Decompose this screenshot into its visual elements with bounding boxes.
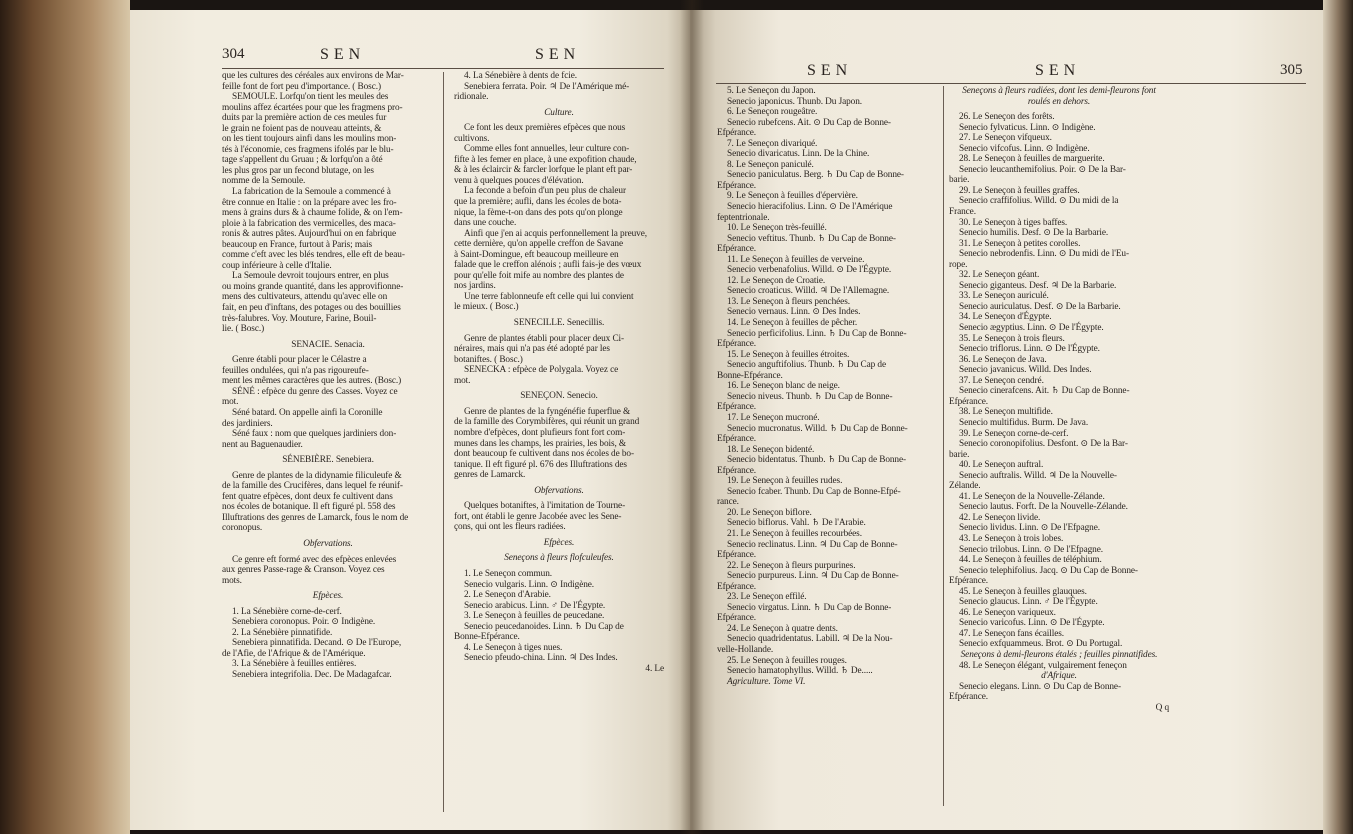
text-line: 5. Le Seneçon du Japon. — [727, 86, 816, 96]
page-number-left: 304 — [222, 46, 245, 62]
text-line: France. — [949, 207, 976, 218]
text-line: Bonne-Efpérance. — [454, 632, 520, 643]
text-line: rance. — [717, 497, 739, 508]
text-line: Culture. — [544, 107, 574, 118]
text-line: Seneçons à fleurs flofculeufes. — [504, 553, 614, 564]
text-line: feuilles ondulées, qui n'a pas rigoureufe- — [222, 365, 369, 376]
text-line: Genre de plantes établi pour placer deux Ci- — [464, 333, 625, 344]
text-line: 24. Le Seneçon à quatre dents. — [727, 623, 838, 634]
text-line: que la première; aufli, dans les écoles de bota- — [454, 197, 622, 208]
text-line: munes dans les champs, les prairies, les bois, & — [454, 438, 627, 449]
text-line: SENEÇON. Senecio. — [520, 391, 598, 402]
text-line: mot. — [222, 397, 239, 408]
text-line: velle-Hollande. — [717, 644, 774, 655]
text-line: 31. Le Seneçon à petites corolles. — [959, 238, 1081, 249]
text-line: Efpérance. — [717, 434, 756, 445]
text-line: Senecio vifcofus. Linn. ⊙ Indigène. — [959, 143, 1090, 154]
text-line: de la famille des Corymbifères, qui réunit un grand — [454, 417, 640, 428]
text-line: & à les éclaircir & farcler lorfque le plant eft par- — [454, 165, 633, 176]
text-line: mens des cultivateurs, attendu qu'avec elle on — [222, 292, 388, 303]
text-line: Senecio hieracifolius. Linn. ⊙ De l'Amérique — [727, 202, 893, 213]
text-line: nomme de la Semoule. — [222, 176, 306, 187]
text-line: 23. Le Seneçon effilé. — [727, 592, 807, 603]
text-line: Senecio perficifolius. Linn. ♄ Du Cap de Bonne- — [727, 328, 907, 339]
text-line: de l'Afie, de l'Afrique & de l'Amérique. — [222, 648, 366, 659]
text-line: 20. Le Seneçon biflore. — [727, 507, 812, 518]
text-line: Senecio reclinatus. Linn. ♃ Du Cap de Bonne- — [727, 539, 898, 550]
text-line: Comme elles font annuelles, leur culture con- — [464, 144, 630, 155]
text-line: Senecio auriculatus. Desf. ⊙ De la Barbarie. — [959, 301, 1121, 312]
text-line: Efpèces. — [312, 591, 344, 602]
left-column-1 — [222, 71, 434, 681]
text-line: 19. Le Seneçon à feuilles rudes. — [727, 476, 843, 487]
text-line: Senecio purpureus. Linn. ♃ Du Cap de Bonne- — [727, 571, 899, 582]
text-line: Senecio elegans. Linn. ⊙ Du Cap de Bonne- — [959, 681, 1121, 692]
right-page — [690, 10, 1325, 830]
text-line: Senecio trilobus. Linn. ⊙ De l'Efpagne. — [959, 544, 1103, 555]
text-line: cette dernière, qu'on appelle creffon de Savane — [454, 239, 623, 250]
text-line: duits par la première action de ces meules fur — [222, 113, 387, 124]
text-line: Senecio peucedanoides. Linn. ♄ Du Cap de — [464, 621, 624, 632]
text-line: des jardiniers. — [222, 418, 273, 429]
text-line: 16. Le Seneçon blanc de neige. — [727, 381, 840, 392]
text-line: SÉNEBIÈRE. Senebiera. — [282, 455, 374, 466]
text-line: nent au Baguenaudier. — [222, 439, 303, 450]
text-line: Senecio bidentatus. Thunb. ♄ Du Cap de Bonne- — [727, 455, 906, 466]
text-line: on les tient toujours ainfi dans les moulins mon- — [222, 134, 397, 145]
text-line: Efpérance. — [949, 692, 988, 703]
text-line: le grain ne foient pas de nouveau atteints, & — [222, 123, 382, 134]
text-line: 34. Le Seneçon d'Égypte. — [959, 312, 1052, 323]
text-line: Senecio paniculatus. Berg. ♄ Du Cap de Bonne- — [727, 170, 904, 181]
header-rule-left — [222, 68, 664, 69]
text-line: 4. Le Seneçon à tiges nues. — [464, 642, 563, 653]
text-line: Senecio craffifolius. Willd. ⊙ Du midi de la — [959, 196, 1119, 207]
text-line: Senecio giganteus. Desf. ♃ De la Barbarie. — [959, 280, 1117, 291]
text-line: feille font de fort peu d'importance. ( Bosc.) — [222, 81, 381, 92]
text-line: ment les mêmes caractères que les autres. (Bosc.) — [222, 376, 402, 387]
running-head-left: SEN — [320, 46, 366, 63]
text-line: fent quatre efpèces, dont deux fe cultivent dans — [222, 491, 393, 502]
text-line: Ce font les deux premières efpèces que nous — [464, 123, 626, 134]
text-line: 6. Le Seneçon rougeâtre. — [727, 107, 818, 118]
text-line: Ce genre eft formé avec des efpèces enlevées — [232, 554, 397, 565]
text-line: 28. Le Seneçon à feuilles de marguerite. — [959, 154, 1105, 165]
text-line: 14. Le Seneçon à feuilles de pêcher. — [727, 318, 858, 329]
text-line: Senecio fylvaticus. Linn. ⊙ Indigène. — [959, 122, 1096, 133]
text-line: de la famille des Crucifères, dans lequel fe réunif- — [222, 481, 403, 492]
text-line: Senecio rubefcens. Ait. ⊙ Du Cap de Bonne- — [727, 117, 891, 128]
text-line: Senebiera ferrata. Poir. ♃ De l'Amérique mé- — [464, 81, 630, 92]
text-line: coronopus. — [222, 523, 263, 534]
text-line: Illuftrations des genres de Lamarck, fous le nom de — [222, 512, 409, 523]
text-line: 2. La Sénebière pinnatifide. — [232, 627, 333, 638]
text-line: Obfervations. — [303, 538, 353, 549]
text-line: Genre de plantes de la didynamie filiculeufe & — [232, 470, 402, 481]
text-line: 4. La Sénebière à dents de fcie. — [464, 71, 577, 81]
text-line: 38. Le Seneçon multifide. — [959, 407, 1053, 418]
text-line: 8. Le Seneçon paniculé. — [727, 159, 814, 170]
text-line: 10. Le Seneçon très-feuillé. — [727, 223, 827, 234]
text-line: pour qu'elle foit mife au nombre des plantes de — [454, 270, 624, 281]
running-head-right-1: SEN — [807, 62, 853, 79]
text-line: Efpérance. — [717, 581, 756, 592]
text-line: 41. Le Seneçon de la Nouvelle-Zélande. — [959, 491, 1105, 502]
text-line: Obfervations. — [534, 485, 584, 496]
text-line: Efpérance. — [717, 244, 756, 255]
text-line: Senecio fcaber. Thunb. Du Cap de Bonne-Efpé- — [727, 486, 901, 497]
text-line: Une terre fablonneufe eft celle qui lui convient — [464, 291, 634, 302]
text-line: Efpérance. — [717, 402, 756, 413]
text-line: le mieux. ( Bosc.) — [454, 302, 519, 313]
text-line: 42. Le Seneçon livide. — [959, 512, 1041, 523]
text-line: Efpérance. — [717, 465, 756, 476]
text-line: tage s'appellent du Gruau ; & lorfqu'on a ôté — [222, 155, 383, 166]
text-line: dont beaucoup fe cultivent dans nos écoles de bo- — [454, 449, 634, 460]
text-line: Senecio pfeudo-china. Linn. ♃ Des Indes. — [464, 653, 618, 664]
text-line: Senecio cinerafcens. Ait. ♄ Du Cap de Bonne- — [959, 386, 1130, 397]
text-line: 48. Le Seneçon élégant, vulgairement feneçon — [959, 660, 1127, 671]
book-cover-right — [1323, 0, 1353, 834]
right-column-1 — [717, 86, 939, 687]
text-line: Senecio javanicus. Willd. Des Indes. — [959, 365, 1092, 376]
text-line: 3. La Sénebière à feuilles entières. — [232, 659, 357, 670]
text-line: fort, ont établi le genre Jacobée avec les Sene- — [454, 511, 622, 522]
text-line: Efpérance. — [717, 613, 756, 624]
text-line: Senecio japonicus. Thunb. Du Japon. — [727, 96, 862, 107]
text-line: 30. Le Seneçon à tiges baffes. — [959, 217, 1068, 228]
text-line: ploie à la fabrication des vermicelles, des maca- — [222, 218, 396, 229]
text-line: Séné faux : nom que quelques jardiniers don- — [232, 429, 397, 440]
text-line: Bonne-Efpérance. — [717, 370, 783, 381]
text-line: beaucoup en France, furtout à Paris; mais — [222, 239, 373, 250]
text-line: 39. Le Seneçon corne-de-cerf. — [959, 428, 1069, 439]
text-line: Senebiera integrifolia. Dec. De Madagafcar. — [232, 669, 392, 680]
text-line: 45. Le Seneçon à feuilles glauques. — [959, 586, 1087, 597]
text-line: mot. — [454, 375, 471, 386]
text-line: Senecio lautus. Forft. De la Nouvelle-Zélande. — [959, 502, 1128, 513]
text-line: ridionale. — [454, 92, 489, 103]
text-line: rope. — [949, 259, 968, 270]
text-line: Senecio vernaus. Linn. ⊙ Des Indes. — [727, 307, 861, 318]
text-line: néraires, mais qui n'a pas été adopté par les — [454, 344, 610, 355]
text-line: Efpérance. — [717, 128, 756, 139]
text-line: 33. Le Seneçon auriculé. — [959, 291, 1049, 302]
text-line: 13. Le Seneçon à fleurs penchées. — [727, 296, 850, 307]
text-line: Senecio coronopifolius. Desfont. ⊙ De la Bar- — [959, 439, 1128, 450]
text-line: SEMOULE. Lorfqu'on tient les meules des — [232, 92, 389, 103]
text-line: SENECKA : efpèce de Polygala. Voyez ce — [464, 365, 619, 376]
text-line: Senecio divaricatus. Linn. De la Chine. — [727, 149, 870, 160]
text-line: Senebiera pinnatifida. Decand. ⊙ De l'Europe, — [232, 638, 402, 649]
book-cover-left — [0, 0, 130, 834]
text-line: botaniftes. ( Bosc.) — [454, 354, 523, 365]
page-number-right: 305 — [1280, 62, 1303, 78]
text-line: mots. — [222, 575, 242, 586]
text-line: aux genres Passe-rage & Cranson. Voyez ces — [222, 565, 385, 576]
text-line: cultivons. — [454, 133, 490, 144]
text-line: Q q — [1155, 702, 1169, 713]
text-line: Senecio telephifolius. Jacq. ⊙ Du Cap de Bonne- — [959, 565, 1138, 576]
text-line: 29. Le Seneçon à feuilles graffes. — [959, 185, 1080, 196]
text-line: Agriculture. Tome VI. — [727, 676, 806, 687]
text-line: moulins affez écartées pour que les fragmens pro- — [222, 102, 403, 113]
text-line: 1. La Sénebière corne-de-cerf. — [232, 606, 342, 617]
text-line: Senecio niveus. Thunb. ♄ Du Cap de Bonne- — [727, 391, 893, 402]
text-line: comme c'eft avec les blés tendres, elle eft de beau- — [222, 250, 405, 261]
text-line: genres de Lamarck. — [454, 470, 526, 481]
text-line: 15. Le Seneçon à feuilles étroites. — [727, 349, 850, 360]
text-line: Senecio auftralis. Willd. ♃ De la Nouvelle- — [959, 470, 1117, 481]
text-line: 35. Le Seneçon à trois fleurs. — [959, 333, 1065, 344]
text-line: Senecio hamatophyllus. Willd. ♄ De..... — [727, 666, 873, 677]
text-line: nos écoles de botanique. Il eft figuré pl. 558 des — [222, 502, 396, 513]
text-line: 43. Le Seneçon à trois lobes. — [959, 533, 1064, 544]
text-line: 21. Le Seneçon à feuilles recourbées. — [727, 528, 862, 539]
text-line: mens à grains durs & à chaume folide, & on l'em- — [222, 208, 403, 219]
text-line: feptentrionale. — [717, 212, 770, 223]
text-line: Senecio biflorus. Vahl. ♄ De l'Arabie. — [727, 518, 866, 529]
text-line: fait, en peu d'inftans, des potages ou des bouillies — [222, 303, 401, 314]
text-line: 7. Le Seneçon divariqué. — [727, 138, 818, 149]
column-rule-left — [443, 72, 444, 812]
text-line: 25. Le Seneçon à feuilles rouges. — [727, 655, 847, 666]
text-line: nos jardins. — [454, 281, 496, 292]
text-line: Efpèces. — [543, 537, 575, 548]
text-line: La Semoule devroit toujours entrer, en plus — [232, 271, 389, 282]
text-line: Senecio arabicus. Linn. ♂ De l'Égypte. — [464, 600, 606, 611]
text-line: fifte à les femer en place, à une expofition chaude, — [454, 154, 637, 165]
text-line: Senecio lividus. Linn. ⊙ De l'Efpagne. — [959, 523, 1100, 534]
text-line: SENECILLE. Senecillis. — [513, 318, 605, 329]
text-line: Senecio veftitus. Thunb. ♄ Du Cap de Bonne- — [727, 233, 896, 244]
left-column-2 — [454, 71, 664, 674]
text-line: Senecio nebrodenfis. Linn. ⊙ Du midi de l'Eu- — [959, 249, 1129, 260]
text-line: Seneçons à demi-fleurons étalés ; feuilles pinnatifides. — [960, 649, 1158, 660]
text-line: très-falubres. Voy. Mouture, Farine, Bouil- — [222, 313, 377, 324]
text-line: ou moins grande quantité, dans les approvifionne- — [222, 281, 404, 292]
text-line: 18. Le Seneçon bidenté. — [727, 444, 815, 455]
text-line: 2. Le Seneçon d'Arabie. — [464, 590, 551, 601]
text-line: Senecio vulgaris. Linn. ⊙ Indigène. — [464, 579, 595, 590]
text-line: 17. Le Seneçon mucroné. — [727, 412, 820, 423]
text-line: 22. Le Seneçon à fleurs purpurines. — [727, 560, 856, 571]
running-head-left-col2: SEN — [535, 46, 581, 63]
text-line: La feconde a befoin d'un peu plus de chaleur — [464, 186, 626, 197]
text-line: 9. Le Seneçon à feuilles d'épervière. — [727, 191, 858, 202]
column-rule-right — [943, 86, 944, 806]
text-line: d'Afrique. — [1041, 671, 1077, 682]
text-line: tanique. Il eft figuré pl. 676 des Illuftrations des — [454, 459, 627, 470]
right-column-2 — [949, 86, 1169, 713]
text-line: 32. Le Seneçon géant. — [959, 270, 1040, 281]
text-line: Senecio croaticus. Willd. ♃ De l'Allemagne. — [727, 286, 890, 297]
text-line: Efpérance. — [717, 550, 756, 561]
text-line: Senecio multifidus. Burm. De Java. — [959, 417, 1089, 428]
text-line: 44. Le Seneçon à feuilles de téléphium. — [959, 555, 1102, 566]
text-line: Efpérance. — [949, 396, 988, 407]
text-line: Genre établi pour placer le Célastre a — [232, 355, 367, 366]
text-line: 26. Le Seneçon des forêts. — [959, 112, 1055, 123]
text-line: à Saint-Domingue, eft beaucoup meilleure en — [454, 249, 619, 260]
text-line: Ainfi que j'en ai acquis perfonnellement la preuve, — [464, 228, 647, 239]
text-line: Senecio exfquammeus. Brot. ⊙ Du Portugal. — [959, 639, 1123, 650]
text-line: barie. — [949, 175, 970, 186]
text-line: Efpérance. — [949, 576, 988, 587]
text-line: ronis & autres pâtes. Aujourd'hui on en fabrique — [222, 229, 396, 240]
text-line: 36. Le Seneçon de Java. — [959, 354, 1047, 365]
text-line: 11. Le Seneçon à feuilles de verveine. — [727, 254, 865, 265]
text-line: 12. Le Seneçon de Croatie. — [727, 275, 826, 286]
text-line: nique, la fème-t-on dans des pots qu'on plonge — [454, 207, 623, 218]
text-line: tés à l'économie, ces fragmens ifolés par le blu- — [222, 144, 394, 155]
text-line: Senebiera coronopus. Poir. ⊙ Indigène. — [232, 617, 376, 628]
text-line: Senecio mucronatus. Willd. ♄ Du Cap de Bonne- — [727, 423, 908, 434]
text-line: les plus gros par un fecond blutage, on les — [222, 165, 374, 176]
left-page — [130, 10, 690, 830]
text-line: Efpérance. — [717, 339, 756, 350]
text-line: 47. Le Seneçon fans écailles. — [959, 628, 1065, 639]
text-line: Senecio anguftifolius. Thunb. ♄ Du Cap de — [727, 360, 886, 371]
text-line: Quelques botaniftes, à l'imitation de Tourne- — [464, 501, 626, 512]
text-line: être connue en Italie : on la prépare avec les fro- — [222, 197, 397, 208]
text-line: La fabrication de la Semoule a commencé à — [232, 187, 391, 198]
text-line: 37. Le Seneçon cendré. — [959, 375, 1044, 386]
running-head-right-2: SEN — [1035, 62, 1081, 79]
text-line: Efpérance. — [717, 180, 756, 191]
text-line: çons, qui ont les fleurs radiées. — [454, 522, 566, 533]
text-line: Senecio virgatus. Linn. ♄ Du Cap de Bonne- — [727, 602, 892, 613]
text-line: 27. Le Seneçon vifqueux. — [959, 133, 1052, 144]
text-line: Senecio humilis. Desf. ⊙ De la Barbarie. — [959, 228, 1109, 239]
text-line: Senecio varicofus. Linn. ⊙ De l'Égypte. — [959, 618, 1105, 629]
text-line: 3. Le Seneçon à feuilles de peucedane. — [464, 611, 605, 622]
text-line: coup inférieure à celle d'Italie. — [222, 260, 332, 271]
text-line: 46. Le Seneçon variqueux. — [959, 607, 1056, 618]
text-line: SENACIE. Senacia. — [291, 339, 365, 350]
text-line: Senecio triflorus. Linn. ⊙ De l'Égypte. — [959, 344, 1100, 355]
text-line: dans une couche. — [454, 218, 517, 229]
text-line: 1. Le Seneçon commun. — [464, 568, 553, 579]
text-line: 4. Le — [645, 663, 664, 674]
text-line: Zélande. — [949, 481, 981, 492]
text-line: lie. ( Bosc.) — [222, 324, 265, 335]
book-gutter — [680, 0, 704, 834]
text-line: roulés en dehors. — [1027, 96, 1091, 107]
text-line: Senecio quadridentatus. Labill. ♃ De la Nou- — [727, 634, 893, 645]
text-line: Senecio ægyptius. Linn. ⊙ De l'Égypte. — [959, 323, 1104, 334]
text-line: SÉNÉ : efpèce du genre des Casses. Voyez ce — [232, 386, 398, 397]
text-line: Genre de plantes de la fyngénéfie fuperflue & — [464, 406, 631, 417]
text-line: Seneçons à fleurs radiées, dont les demi-fleurons font — [962, 86, 1156, 96]
text-line: nombre d'efpèces, dont plufieurs font fort com- — [454, 427, 626, 438]
text-line: Senecio verbenafolius. Willd. ⊙ De l'Égypte. — [727, 265, 892, 276]
text-line: Séné batard. On appelle ainfi la Coronille — [232, 407, 383, 418]
text-line: 40. Le Seneçon auftral. — [959, 460, 1044, 471]
text-line: Senecio leucanthemifolius. Poir. ⊙ De la Bar- — [959, 164, 1126, 175]
text-line: barie. — [949, 449, 970, 460]
header-rule-right — [716, 83, 1306, 84]
text-line: falade que le creffon alénois ; aufli fais-je des vœux — [454, 260, 642, 271]
text-line: que les cultures des céréales aux environs de Mar- — [222, 71, 404, 81]
text-line: venu à quelques pouces d'élévation. — [454, 175, 584, 186]
text-line: Senecio glaucus. Linn. ♂ De l'Égypte. — [959, 597, 1098, 608]
